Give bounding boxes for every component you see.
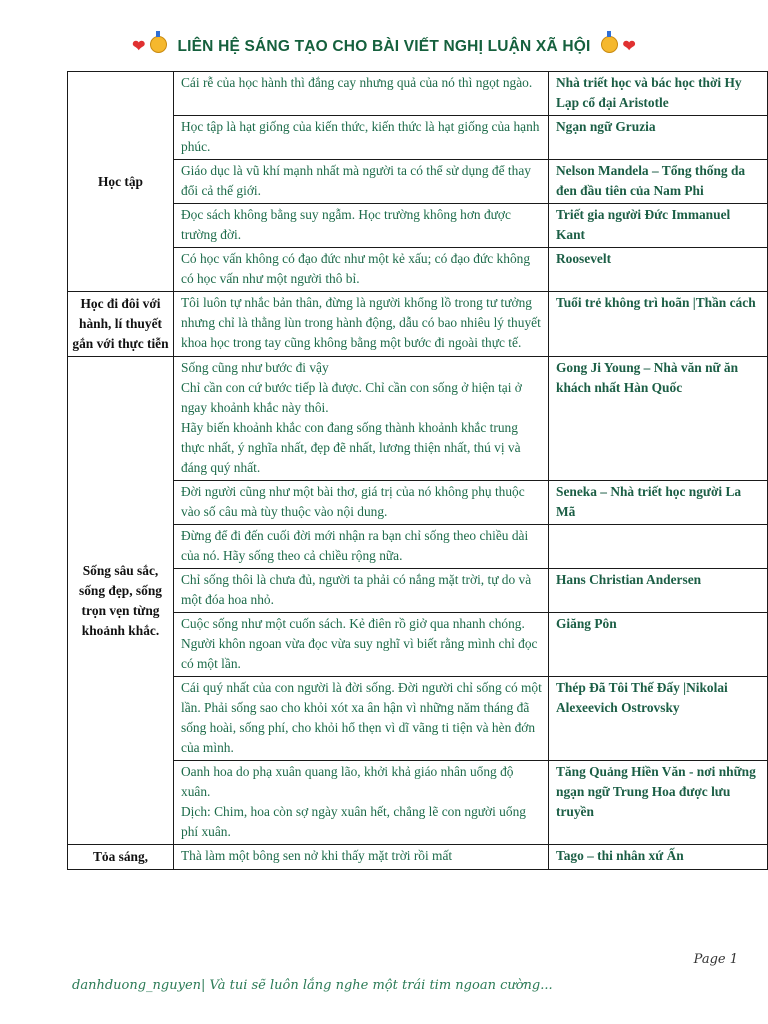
author-cell: Roosevelt (549, 248, 768, 292)
heart-icon: ❤ (622, 38, 636, 55)
quote-cell: Giáo dục là vũ khí mạnh nhất mà người ta có thể sử dụng để thay đổi cả thế giới. (174, 160, 549, 204)
quote-cell: Oanh hoa do phạ xuân quang lão, khởi khả giáo nhân uổng độ xuân. Dịch: Chim, hoa còn sợ ngày xuân hết, chẳng lẽ con người uổng phí xuân. (174, 761, 549, 845)
quote-cell: Tôi luôn tự nhắc bản thân, đừng là người khổng lồ trong tư tưởng nhưng chỉ là thằng lùn trong hành động, dẫu có bao nhiêu lý thuyết khoa học trong tay cũng không bằng một bước đi ngoài thực tế. (174, 292, 549, 357)
topic-cell: Học tập (68, 72, 174, 292)
table-row (68, 72, 768, 116)
author-cell: Ngạn ngữ Gruzia (549, 116, 768, 160)
author-cell: Nelson Mandela – Tổng thống da đen đầu tiên của Nam Phi (549, 160, 768, 204)
author-cell: Giăng Pôn (549, 613, 768, 677)
quote-cell: Cuộc sống như một cuốn sách. Kẻ điên rồ giở qua nhanh chóng. Người khôn ngoan vừa đọc vừa suy nghĩ vì biết rằng mình chỉ đọc có một lần. (174, 613, 549, 677)
page-header (0, 36, 768, 56)
table-row (68, 292, 768, 357)
quote-cell: Có học vấn không có đạo đức như một kẻ xấu; có đạo đức không có học vấn như một người thô bỉ. (174, 248, 549, 292)
author-cell: Tago – thi nhân xứ Ấn (549, 845, 768, 870)
author-cell: Gong Ji Young – Nhà văn nữ ăn khách nhất Hàn Quốc (549, 357, 768, 481)
author-cell (549, 525, 768, 569)
quote-cell: Thà làm một bông sen nở khi thấy mặt trời rồi mất (174, 845, 549, 870)
quote-cell: Đọc sách không bằng suy ngẫm. Học trường không hơn được trường đời. (174, 204, 549, 248)
topic-cell: Sống sâu sắc, sống đẹp, sống trọn vẹn từng khoảnh khắc. (68, 357, 174, 845)
author-cell: Thép Đã Tôi Thế Đấy |Nikolai Alexeevich Ostrovsky (549, 677, 768, 761)
quote-cell: Đừng để đi đến cuối đời mới nhận ra bạn chỉ sống theo chiều dài của nó. Hãy sống theo cả chiều rộng nữa. (174, 525, 549, 569)
quote-cell: Cái rễ của học hành thì đắng cay nhưng quả của nó thì ngọt ngào. (174, 72, 549, 116)
quotes-table (67, 71, 768, 870)
footer-signature: danhduong_nguyen| Và tui sẽ luôn lắng nghe một trái tim ngoan cường... (72, 978, 553, 993)
quote-cell: Cái quý nhất của con người là đời sống. Đời người chỉ sống có một lần. Phải sống sao cho khỏi xót xa ân hận vì những năm tháng đã sống hoài, sống phí, cho khỏi hổ thẹn vì dĩ vãng ti tiện và hèn đớn của mình. (174, 677, 549, 761)
quote-cell: Học tập là hạt giống của kiến thức, kiến thức là hạt giống của hạnh phúc. (174, 116, 549, 160)
page-title: LIÊN HỆ SÁNG TẠO CHO BÀI VIẾT NGHỊ LUẬN XÃ HỘI (177, 38, 591, 55)
table-row (68, 845, 768, 870)
author-cell: Seneka – Nhà triết học người La Mã (549, 481, 768, 525)
page-number: Page 1 (693, 952, 738, 967)
topic-cell: Tỏa sáng, (68, 845, 174, 870)
quote-cell: Đời người cũng như một bài thơ, giá trị của nó không phụ thuộc vào số câu mà tùy thuộc vào nội dung. (174, 481, 549, 525)
heart-icon: ❤ (132, 38, 146, 55)
quote-cell: Sống cũng như bước đi vậy Chỉ cần con cứ bước tiếp là được. Chỉ cần con sống ở hiện tại ở ngay khoảnh khắc này thôi. Hãy biến khoảnh khắc con đang sống thành khoảnh khắc trung thực nhất, ý nghĩa nhất, đẹp đẽ nhất, lương thiện nhất, thú vị và đáng quý nhất. (174, 357, 549, 481)
author-cell: Tuổi trẻ không trì hoãn |Thần cách (549, 292, 768, 357)
medal-icon (601, 36, 618, 53)
topic-cell: Học đi đôi với hành, lí thuyết gắn với thực tiễn (68, 292, 174, 357)
author-cell: Nhà triết học và bác học thời Hy Lạp cổ đại Aristotle (549, 72, 768, 116)
author-cell: Tăng Quảng Hiền Văn - nơi những ngạn ngữ Trung Hoa được lưu truyền (549, 761, 768, 845)
author-cell: Triết gia người Đức Immanuel Kant (549, 204, 768, 248)
author-cell: Hans Christian Andersen (549, 569, 768, 613)
medal-icon (150, 36, 167, 53)
table-row (68, 357, 768, 481)
quote-cell: Chỉ sống thôi là chưa đủ, người ta phải có nắng mặt trời, tự do và một đóa hoa nhỏ. (174, 569, 549, 613)
